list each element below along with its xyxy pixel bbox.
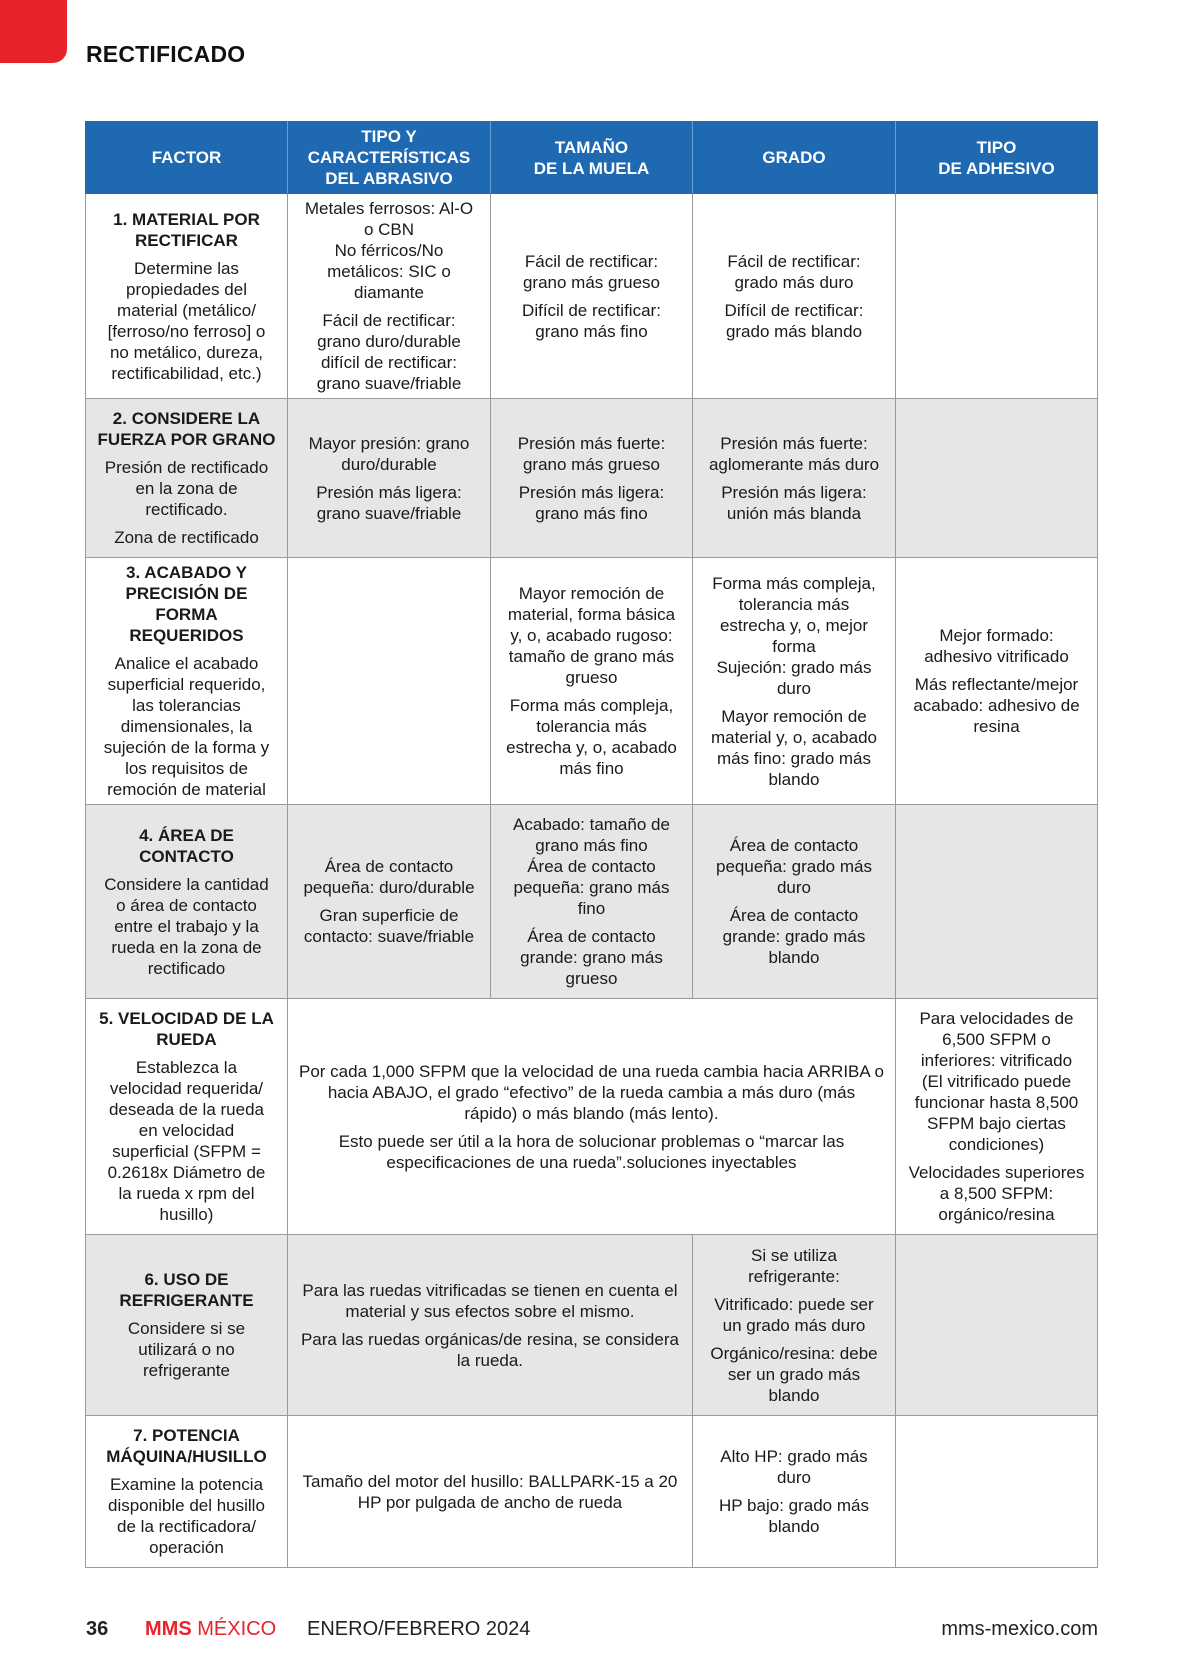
cell-text: Presión más ligera: grano más fino bbox=[518, 482, 665, 523]
cell-text: Presión más fuerte: grano más grueso bbox=[517, 433, 666, 474]
cell-text: Difícil de rectificar: grado más blando bbox=[724, 300, 864, 341]
table-row bbox=[86, 1416, 1098, 1568]
cell-text: Mayor presión: grano duro/durable bbox=[308, 433, 470, 474]
cell-text: Alto HP: grado más duro bbox=[720, 1447, 868, 1487]
cell-text: Fácil de rectificar: grano duro/durable difícil de rectificar: grano suave/friable bbox=[316, 311, 462, 393]
bond-type-cell bbox=[896, 999, 1098, 1235]
grade-cell bbox=[692, 805, 895, 999]
corner-tab bbox=[0, 0, 67, 63]
factor-description: Considere la cantidad o área de contacto entre el trabajo y la rueda en la zona de rectificado bbox=[104, 874, 269, 978]
merged-cell bbox=[287, 1416, 692, 1568]
factor-cell bbox=[86, 805, 288, 999]
cell-text: Vitrificado: puede ser un grado más duro bbox=[714, 1294, 874, 1335]
cell-text: Área de contacto grande: grano más grueso bbox=[520, 927, 663, 988]
cell-text: Por cada 1,000 SFPM que la velocidad de una rueda cambia hacia ARRIBA o hacia ABAJO, el grado “efectivo” de la rueda cambia a más duro (más rápido) o más blando (más lento). bbox=[298, 1061, 884, 1123]
factor-title: 2. CONSIDERE LA FUERZA POR GRANO bbox=[97, 409, 276, 449]
factor-cell bbox=[86, 1235, 288, 1416]
cell-text: Para velocidades de 6,500 SFPM o inferiores: vitrificado (El vitrificado puede funcionar hasta 8,500 SFPM bajo ciertas condiciones) bbox=[914, 1009, 1079, 1154]
wheel-size-cell bbox=[491, 399, 693, 558]
factor-cell bbox=[86, 999, 288, 1235]
wheel-size-cell bbox=[491, 805, 693, 999]
section-title: RECTIFICADO bbox=[86, 41, 246, 67]
cell-text: Si se utiliza refrigerante: bbox=[748, 1245, 840, 1286]
bond-type-cell bbox=[896, 1235, 1098, 1416]
factor-description: Determine las propiedades del material (metálico/ [ferroso/no ferroso] o no metálico, dureza, rectificabilidad, etc.) bbox=[107, 258, 266, 383]
abrasive-cell bbox=[287, 805, 490, 999]
bond-type-cell bbox=[896, 1416, 1098, 1568]
factor-title: 7. POTENCIA MÁQUINA/HUSILLO bbox=[106, 1426, 267, 1466]
grinding-factors-table bbox=[85, 121, 1098, 1568]
website-link[interactable]: mms-mexico.com bbox=[941, 1618, 1098, 1640]
column-header-bond-type: TIPO DE ADHESIVO bbox=[896, 122, 1098, 194]
abrasive-cell bbox=[287, 558, 490, 805]
cell-text: Presión más ligera: grano suave/friable bbox=[316, 482, 462, 523]
factor-title: 4. ÁREA DE CONTACTO bbox=[139, 825, 234, 866]
brand-light: MÉXICO bbox=[191, 1618, 277, 1640]
bond-type-cell bbox=[896, 399, 1098, 558]
abrasive-cell bbox=[287, 194, 490, 399]
factor-title: 6. USO DE REFRIGERANTE bbox=[119, 1270, 254, 1310]
cell-text: Presión más ligera: unión más blanda bbox=[721, 482, 867, 523]
cell-text: Acabado: tamaño de grano más fino Área de contacto pequeña: grano más fino bbox=[513, 815, 670, 918]
cell-text: Forma más compleja, tolerancia más estrecha y, o, acabado más fino bbox=[506, 696, 677, 778]
cell-text: HP bajo: grado más blando bbox=[719, 1496, 869, 1536]
grade-cell bbox=[692, 558, 895, 805]
factor-title: 5. VELOCIDAD DE LA RUEDA bbox=[99, 1009, 274, 1049]
cell-text: Esto puede ser útil a la hora de solucionar problemas o “marcar las especificaciones de una rueda”.soluciones inyectables bbox=[338, 1131, 845, 1172]
cell-text: Fácil de rectificar: grado más duro bbox=[727, 251, 861, 292]
cell-text: Área de contacto pequeña: grado más duro bbox=[716, 836, 872, 897]
cell-text: Área de contacto pequeña: duro/durable bbox=[303, 857, 475, 897]
grade-cell bbox=[692, 1416, 895, 1568]
table-row bbox=[86, 1235, 1098, 1416]
cell-text: Más reflectante/mejor acabado: adhesivo de resina bbox=[913, 675, 1080, 736]
table-row bbox=[86, 805, 1098, 999]
cell-text: Forma más compleja, tolerancia más estrecha y, o, mejor forma Sujeción: grado más duro bbox=[712, 573, 876, 698]
page-number: 36 bbox=[86, 1618, 109, 1640]
grade-cell bbox=[692, 194, 895, 399]
table-row bbox=[86, 999, 1098, 1235]
cell-text: Para las ruedas orgánicas/de resina, se considera la rueda. bbox=[300, 1329, 679, 1370]
factor-cell bbox=[86, 399, 288, 558]
cell-text: Mejor formado: adhesivo vitrificado bbox=[924, 626, 1069, 666]
magazine-brand bbox=[145, 1618, 276, 1641]
factor-cell bbox=[86, 194, 288, 399]
column-header-wheel-size: TAMAÑO DE LA MUELA bbox=[491, 122, 693, 194]
cell-text: Mayor remoción de material y, o, acabado más fino: grado más blando bbox=[710, 706, 877, 789]
bond-type-cell bbox=[896, 194, 1098, 399]
table-row bbox=[86, 558, 1098, 805]
column-header-factor: FACTOR bbox=[86, 122, 288, 194]
cell-text: Para las ruedas vitrificadas se tienen en cuenta el material y sus efectos sobre el mismo. bbox=[302, 1280, 678, 1321]
cell-text: Gran superficie de contacto: suave/friable bbox=[303, 906, 475, 946]
factor-title: 3. ACABADO Y PRECISIÓN DE FORMA REQUERIDOS bbox=[125, 563, 248, 645]
factor-cell bbox=[86, 558, 288, 805]
cell-text: Difícil de rectificar: grano más fino bbox=[522, 300, 661, 341]
brand-bold: MMS bbox=[145, 1618, 192, 1640]
factor-description: Zona de rectificado bbox=[114, 528, 259, 547]
cell-text: Área de contacto grande: grado más blando bbox=[722, 906, 866, 967]
wheel-size-cell bbox=[491, 558, 693, 805]
factor-description: Presión de rectificado en la zona de rectificado. bbox=[104, 458, 269, 519]
table-row bbox=[86, 194, 1098, 399]
merged-cell bbox=[287, 1235, 692, 1416]
factor-title: 1. MATERIAL POR RECTIFICAR bbox=[113, 209, 260, 250]
table-header-row bbox=[86, 122, 1098, 194]
bond-type-cell bbox=[896, 805, 1098, 999]
factor-description: Establezca la velocidad requerida/ deseada de la rueda en velocidad superficial (SFPM = 0.2618x Diámetro de la rueda x rpm del husillo) bbox=[107, 1058, 266, 1224]
wheel-size-cell bbox=[491, 194, 693, 399]
factor-description: Considere si se utilizará o no refrigerante bbox=[127, 1319, 246, 1380]
factor-cell bbox=[86, 1416, 288, 1568]
issue-date: ENERO/FEBRERO 2024 bbox=[307, 1618, 531, 1640]
factor-description: Analice el acabado superficial requerido, las tolerancias dimensionales, la sujeción de la forma y los requisitos de remoción de material bbox=[103, 654, 270, 799]
table-row bbox=[86, 399, 1098, 558]
cell-text: Fácil de rectificar: grano más grueso bbox=[522, 251, 660, 292]
column-header-grade: GRADO bbox=[692, 122, 895, 194]
cell-text: Metales ferrosos: Al-O o CBN No férricos/No metálicos: SIC o diamante bbox=[304, 199, 474, 302]
merged-cell bbox=[287, 999, 895, 1235]
cell-text: Presión más fuerte: aglomerante más duro bbox=[708, 433, 880, 474]
cell-text: Velocidades superiores a 8,500 SFPM: orgánico/resina bbox=[908, 1163, 1085, 1224]
cell-text: Tamaño del motor del husillo: BALLPARK-15 a 20 HP por pulgada de ancho de rueda bbox=[302, 1471, 678, 1512]
column-header-abrasive: TIPO Y CARACTERÍSTICAS DEL ABRASIVO bbox=[287, 122, 490, 194]
factor-description: Examine la potencia disponible del husillo de la rectificadora/ operación bbox=[108, 1475, 265, 1557]
abrasive-cell bbox=[287, 399, 490, 558]
cell-text: Mayor remoción de material, forma básica y, o, acabado rugoso: tamaño de grano más grueso bbox=[507, 584, 676, 687]
cell-text: Orgánico/resina: debe ser un grado más blando bbox=[710, 1343, 878, 1405]
grade-cell bbox=[692, 399, 895, 558]
grade-cell bbox=[692, 1235, 895, 1416]
bond-type-cell bbox=[896, 558, 1098, 805]
